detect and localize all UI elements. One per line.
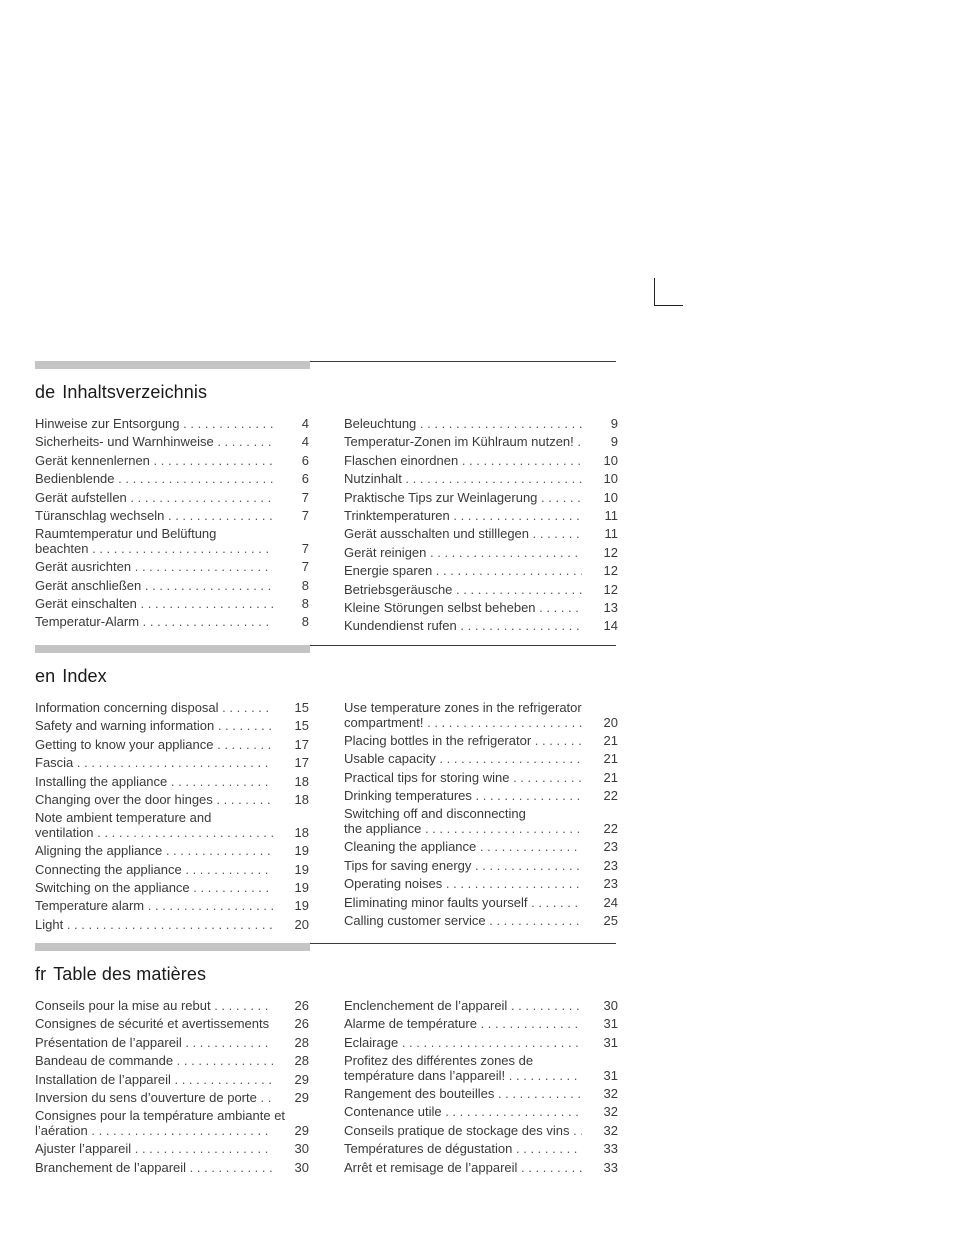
toc-entry[interactable] [344,1124,618,1139]
toc-entry-title: Switching on the appliance . . . [35,881,273,896]
toc-entry[interactable] [35,1073,309,1088]
toc-entry-title: Gerät kennenlernen . . . [35,454,273,469]
toc-entry-title: Flaschen einordnen . . . [344,454,582,469]
section-rule-bar [35,943,310,951]
toc-page-number: 21 [603,751,618,767]
toc-page-number: 12 [603,544,618,560]
toc-entry[interactable] [344,527,618,542]
toc-entry-title: Türanschlag wechseln . . . [35,509,273,524]
toc-page-number: 7 [301,559,309,575]
toc-entry-title: Information concerning disposal . . . [35,701,273,716]
toc-entry-title: Trinktemperaturen . . . [344,509,582,524]
toc-entry-title: Eliminating minor faults yourself . . . [344,896,582,911]
toc-page-number: 8 [301,614,309,630]
toc-page-number: 30 [294,1141,309,1157]
toc-entry[interactable] [35,756,309,771]
toc-entry[interactable] [35,1036,309,1051]
toc-entry-title: Gerät reinigen . . . [344,546,582,561]
toc-page-number: 26 [294,1016,309,1032]
toc-entry[interactable] [35,918,309,933]
toc-page-number: 8 [301,577,309,593]
toc-entry-title: Bedienblende . . . [35,472,273,487]
toc-entry-title: Praktische Tips zur Weinlagerung . . . [344,491,582,506]
toc-entry[interactable] [35,491,309,506]
toc-page-number: 32 [603,1086,618,1102]
toc-page-number: 28 [294,1053,309,1069]
toc-page-number: 29 [294,1089,309,1105]
toc-entry-title-continued: beachten . . . [35,542,273,557]
toc-page-number: 21 [603,769,618,785]
toc-page-number: 24 [603,894,618,910]
section-title: Table des matières [53,964,207,984]
toc-entry[interactable] [344,435,618,450]
toc-entry-title: Eclairage . . . [344,1036,582,1051]
toc-entry-title: Practical tips for storing wine . . . [344,771,582,786]
toc-entry-title: Gerät ausrichten . . . [35,560,273,575]
toc-entry-title: Gerät anschließen . . . [35,579,273,594]
section-rule [35,645,616,653]
toc-page-number: 15 [294,700,309,715]
section-rule [35,361,616,369]
toc-entry-title: Profitez des différentes zones de [344,1054,534,1069]
toc-entry-title: Branchement de l’appareil . . . [35,1161,273,1176]
toc-page-number: 19 [294,880,309,896]
toc-entry[interactable] [35,811,309,840]
toc-entry-title-continued: ventilation . . . [35,826,273,841]
toc-entry-title: Ajuster l’appareil . . . [35,1142,273,1157]
toc-entry-title: Présentation de l’appareil . . . [35,1036,273,1051]
toc-entry-title: Operating noises . . . [344,877,582,892]
toc-entry[interactable] [344,734,618,749]
section-rule-bar [35,645,310,653]
toc-page-number: 4 [301,416,309,431]
toc-page-number: 28 [294,1034,309,1050]
toc-page-number: 17 [294,755,309,771]
toc-page-number: 31 [603,1016,618,1032]
toc-entry-title: Consignes pour la température ambiante et [35,1109,286,1124]
toc-entry-title-continued: température dans l’appareil! . . . [344,1069,582,1084]
toc-entry-title: Fascia . . . [35,756,273,771]
toc-entry-title: Inversion du sens d’ouverture de porte . . . [35,1091,273,1106]
toc-entry[interactable] [344,877,618,892]
toc-column-right [344,999,618,1179]
toc-entry[interactable] [35,509,309,524]
toc-entry-title: Contenance utile . . . [344,1105,582,1120]
toc-entry[interactable] [35,560,309,575]
toc-page-number: 21 [603,732,618,748]
toc-entry-title: Sicherheits- und Warnhinweise . . . [35,435,273,450]
toc-entry-title: Switching off and disconnecting [344,807,526,822]
toc-entry-title: Drinking temperatures . . . [344,789,582,804]
toc-entry[interactable] [344,546,618,561]
toc-entry[interactable] [35,775,309,790]
toc-page-number: 25 [603,912,618,928]
section-rule-line [310,943,616,944]
toc-entry-title: Tips for saving energy . . . [344,859,582,874]
toc-entry[interactable] [344,1054,618,1083]
section-heading [35,964,616,986]
toc-entry[interactable] [344,601,618,616]
toc-page-number: 32 [603,1104,618,1120]
toc-entry-title: Enclenchement de l’appareil . . . [344,999,582,1014]
toc-entry[interactable] [344,771,618,786]
toc-entry[interactable] [344,752,618,767]
toc-page-number: 12 [603,581,618,597]
toc-entry-title: Arrêt et remisage de l’appareil . . . [344,1161,582,1176]
toc-page-number: 23 [603,857,618,873]
toc-page-number: 23 [603,839,618,855]
toc-entry[interactable] [344,1161,618,1176]
toc-page-number: 12 [603,563,618,579]
toc-entry-title: Hinweise zur Entsorgung . . . [35,417,273,432]
toc-page-number: 7 [301,540,309,556]
section-language-code: en [35,666,56,686]
toc-entry[interactable] [35,579,309,594]
toc-page-number: 17 [294,736,309,752]
toc-entry[interactable] [344,564,618,579]
toc-entry-title: Températures de dégustation . . . [344,1142,582,1157]
toc-entry-title: Nutzinhalt . . . [344,472,582,487]
toc-entry-title-continued: compartment! . . . [344,716,582,731]
toc-entry[interactable] [35,701,309,716]
toc-page-number: 9 [610,416,618,431]
toc-entry[interactable] [35,435,309,450]
toc-entry[interactable] [35,899,309,914]
toc-entry[interactable] [35,615,309,630]
toc-page-number: 9 [610,434,618,450]
toc-entry[interactable] [344,840,618,855]
toc-entry-title: Bandeau de commande . . . [35,1054,273,1069]
toc-page-number: 29 [294,1071,309,1087]
toc-entry[interactable] [35,1109,309,1138]
toc-page-number: 30 [603,998,618,1013]
toc-entry-title: Usable capacity . . . [344,752,582,767]
toc-page-number: 33 [603,1159,618,1175]
toc-entry[interactable] [35,719,309,734]
toc-entry[interactable] [35,1054,309,1069]
toc-section-en [35,645,618,932]
toc-section-de [35,361,618,634]
toc-page-number: 26 [294,998,309,1013]
section-language-code: fr [35,964,47,984]
toc-page-number: 11 [604,526,618,542]
toc-column-left [35,999,309,1179]
toc-page-number: 22 [603,820,618,836]
toc-entry[interactable] [344,701,618,730]
toc-page-number: 19 [294,861,309,877]
toc-page-number: 11 [604,507,618,523]
toc-entry-title: Energie sparen . . . [344,564,582,579]
toc-entry[interactable] [344,896,618,911]
toc-entry[interactable] [35,863,309,878]
toc-page-number: 31 [603,1034,618,1050]
toc-page-number: 4 [301,434,309,450]
toc-entry[interactable] [344,859,618,874]
toc-entry-title: Changing over the door hinges . . . [35,793,273,808]
toc-page-number: 19 [294,843,309,859]
toc-entry-title: Use temperature zones in the refrigerator [344,701,582,715]
toc-page-number: 10 [603,471,618,487]
toc-entry[interactable] [35,999,309,1014]
toc-page-number: 8 [301,596,309,612]
toc-entry-title: Consignes de sécurité et avertissements . . . [35,1017,273,1032]
toc-entry[interactable] [35,597,309,612]
toc-page-number: 20 [294,916,309,932]
toc-entry-title: Temperatur-Zonen im Kühlraum nutzen! . . . [344,435,582,450]
toc-page-number: 23 [603,876,618,892]
toc-column-left [35,417,309,634]
toc-entry-title: Aligning the appliance . . . [35,844,273,859]
toc-entry-title: Rangement des bouteilles . . . [344,1087,582,1102]
toc-entry[interactable] [344,619,618,634]
toc-entry-title: Temperatur-Alarm . . . [35,615,273,630]
toc-entry-title: Beleuchtung . . . [344,417,582,432]
toc-page-number: 18 [294,791,309,807]
toc-entry[interactable] [35,1142,309,1157]
toc-entry[interactable] [344,1087,618,1102]
section-rule-line [310,645,616,646]
toc-entry-title: Gerät ausschalten und stilllegen . . . [344,527,582,542]
toc-page-number: 33 [603,1141,618,1157]
toc-page-number: 10 [603,452,618,468]
toc-entry[interactable] [344,472,618,487]
toc-page-number: 32 [603,1122,618,1138]
toc-entry[interactable] [35,454,309,469]
toc-page-number: 13 [603,599,618,615]
toc-entry[interactable] [344,807,618,836]
section-title: Inhaltsverzeichnis [62,382,208,402]
toc-entry[interactable] [344,454,618,469]
toc-entry[interactable] [35,417,309,432]
toc-entry-title: Safety and warning information . . . [35,719,273,734]
toc-entry[interactable] [35,472,309,487]
toc-entry-title: Kundendienst rufen . . . [344,619,582,634]
toc-page-number: 6 [301,452,309,468]
toc-entry[interactable] [35,1091,309,1106]
toc-entry-title: Temperature alarm . . . [35,899,273,914]
toc-page-number: 22 [603,788,618,804]
toc-entry-title: Installing the appliance . . . [35,775,273,790]
toc-section-fr [35,943,618,1175]
toc-entry[interactable] [35,793,309,808]
toc-page-number: 18 [294,773,309,789]
toc-entry[interactable] [344,509,618,524]
toc-entry[interactable] [344,491,618,506]
toc-entry-title: Conseils pour la mise au rebut . . . [35,999,273,1014]
toc-entry-title: Betriebsgeräusche . . . [344,583,582,598]
toc-page-number: 14 [603,618,618,634]
toc-entry-title: Cleaning the appliance . . . [344,840,582,855]
section-heading [35,382,616,404]
toc-entry-title: Alarme de température . . . [344,1017,582,1032]
toc-entry[interactable] [35,738,309,753]
toc-page-number: 19 [294,898,309,914]
toc-entry-title-continued: l’aération . . . [35,1124,273,1139]
toc-entry[interactable] [35,1017,309,1032]
toc-column-right [344,701,618,932]
toc-entry[interactable] [344,1017,618,1032]
toc-entry-title: Getting to know your appliance . . . [35,738,273,753]
toc-page-number: 7 [301,489,309,505]
toc-page-number: 29 [294,1122,309,1138]
toc-entry-title: Conseils pratique de stockage des vins . . . [344,1124,582,1139]
section-rule-line [310,361,616,362]
toc-page-number: 15 [294,718,309,734]
toc-entry[interactable] [344,914,618,929]
section-rule [35,943,616,951]
toc-column-right [344,417,618,638]
toc-page-number: 18 [294,824,309,840]
toc-page-number: 7 [301,507,309,523]
toc-entry-title: Light . . . [35,918,273,933]
toc-entry-title: Note ambient temperature and [35,811,212,826]
toc-entry[interactable] [344,789,618,804]
toc-entry[interactable] [344,1105,618,1120]
section-language-code: de [35,382,56,402]
section-title: Index [62,666,107,686]
toc-entry[interactable] [35,527,309,556]
toc-entry[interactable] [344,1036,618,1051]
toc-entry-title: Connecting the appliance . . . [35,863,273,878]
toc-page-number: 20 [603,714,618,730]
section-rule-bar [35,361,310,369]
toc-entry-title: Gerät einschalten . . . [35,597,273,612]
toc-entry[interactable] [35,844,309,859]
toc-entry[interactable] [35,1161,309,1176]
toc-entry[interactable] [344,1142,618,1157]
toc-entry[interactable] [344,583,618,598]
toc-page-number: 10 [603,489,618,505]
toc-entry-title: Installation de l’appareil . . . [35,1073,273,1088]
toc-entry[interactable] [35,881,309,896]
toc-entry-title: Gerät aufstellen . . . [35,491,273,506]
toc-entry[interactable] [344,417,618,432]
toc-page-number: 6 [301,471,309,487]
toc-entry-title: Raumtemperatur und Belüftung [35,527,217,542]
toc-entry-title: Kleine Störungen selbst beheben . . . [344,601,582,616]
section-heading [35,666,616,688]
toc-column-left [35,701,309,936]
toc-page-number: 31 [603,1067,618,1083]
toc-entry-title: Placing bottles in the refrigerator . . . [344,734,582,749]
toc-entry-title: Calling customer service . . . [344,914,582,929]
crop-mark [654,278,683,306]
toc-entry[interactable] [344,999,618,1014]
toc-entry-title-continued: the appliance . . . [344,822,582,837]
toc-page-number: 30 [294,1159,309,1175]
